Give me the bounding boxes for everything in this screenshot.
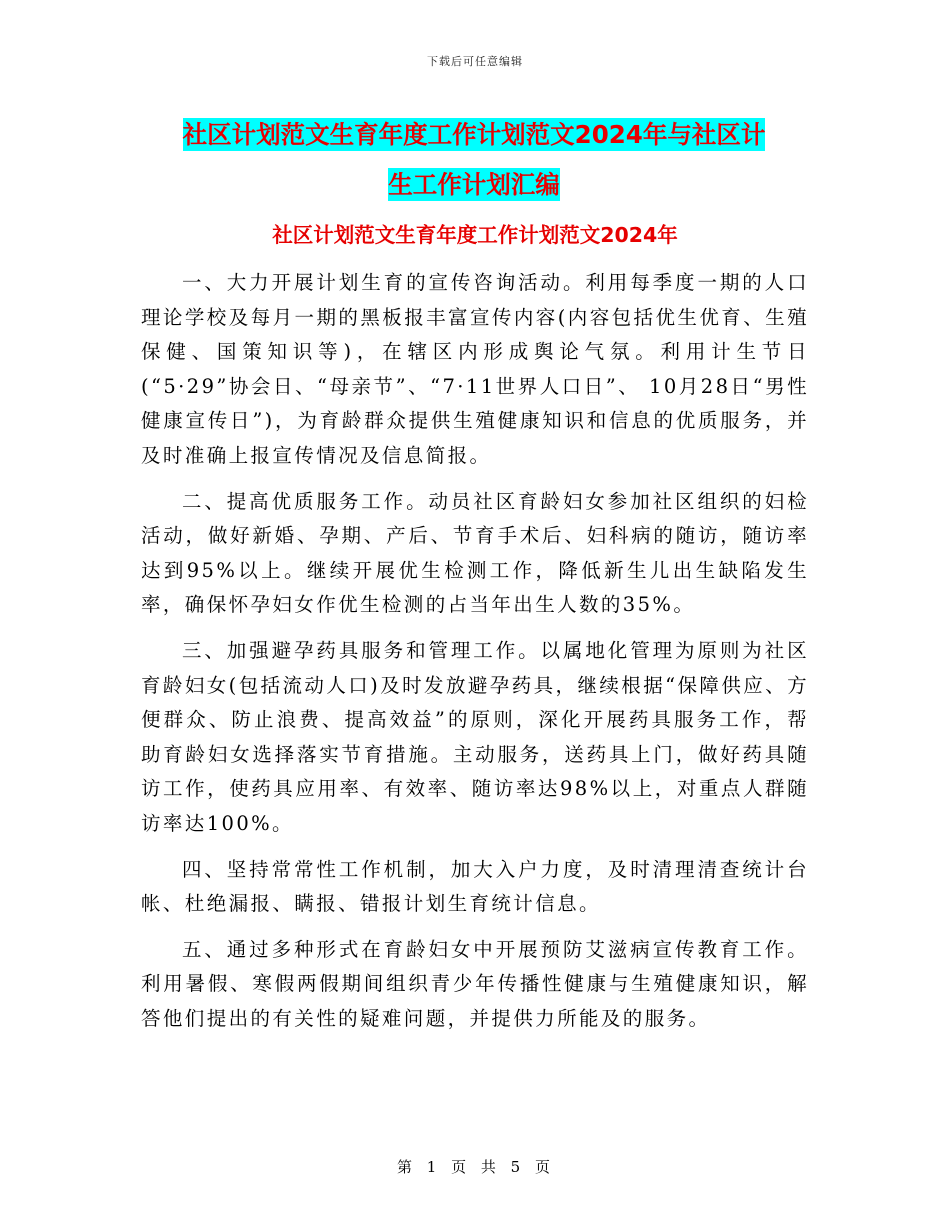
paragraph-1: 一、大力开展计划生育的宣传咨询活动。利用每季度一期的人口理论学校及每月一期的黑板报丰富宣传内容(内容包括优生优育、生殖保健、国策知识等)，在辖区内形成舆论气氛。利用计生节日(“5·29”协会日、“母亲节”、“7·11世界人口日”、 10月28日“男性健康宣传日”)，为育龄群众提供生殖健康知识和信息的优质服务，并及时准确上报宣传情况及信息简报。 xyxy=(141,271,809,467)
paragraph-5: 五、通过多种形式在育龄妇女中开展预防艾滋病宣传教育工作。利用暑假、寒假两假期间组织青少年传播性健康与生殖健康知识，解答他们提出的有关性的疑难问题，并提供力所能及的服务。 xyxy=(141,937,809,1030)
paragraph-2: 二、提高优质服务工作。动员社区育龄妇女参加社区组织的妇检活动，做好新婚、孕期、产后、节育手术后、妇科病的随访，随访率达到95%以上。继续开展优生检测工作，降低新生儿出生缺陷发生率，确保怀孕妇女作优生检测的占当年出生人数的35%。 xyxy=(141,489,809,617)
document-title xyxy=(140,110,808,210)
document-body xyxy=(141,266,809,1047)
page-number: 第 1 页 共 5 页 xyxy=(397,1158,553,1176)
header-note: 下载后可任意编辑 xyxy=(427,55,523,68)
paragraph-4: 四、坚持常常性工作机制，加大入户力度，及时清理清查统计台帐、杜绝漏报、瞒报、错报计划生育统计信息。 xyxy=(141,857,809,916)
document-title-line-2: 生工作计划汇编 xyxy=(388,170,560,199)
document-title-line-1: 社区计划范文生育年度工作计划范文2024年与社区计 xyxy=(182,120,766,149)
paragraph-3: 三、加强避孕药具服务和管理工作。以属地化管理为原则为社区育龄妇女(包括流动人口)及时发放避孕药具，继续根据“保障供应、方便群众、防止浪费、提高效益”的原则，深化开展药具服务工作，帮助育龄妇女选择落实节育措施。主动服务，送药具上门，做好药具随访工作，使药具应用率、有效率、随访率达98%以上，对重点人群随访率达100%。 xyxy=(141,638,809,835)
section-heading: 社区计划范文生育年度工作计划范文2024年 xyxy=(272,223,678,247)
